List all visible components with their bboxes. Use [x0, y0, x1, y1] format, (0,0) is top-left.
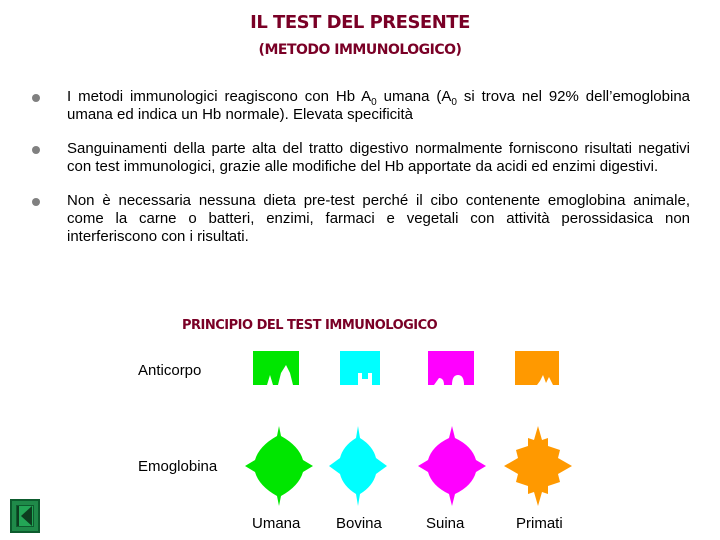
species-label-umana: Umana: [252, 515, 301, 532]
hemoglobin-umana-icon: [245, 426, 313, 506]
bullet-text: Non è necessaria nessuna dieta pre-test perché il cibo contenente emoglobina animale, come la carne o batteri, enzimi, farmaci e vegetali con attività perossidasica non interferiscono con i risultati.: [67, 192, 690, 245]
back-button[interactable]: [10, 499, 40, 533]
bullet-text: I metodi immunologici reagiscono con Hb $A_0$ umana ($A_0$ si trova nel 92% dell’emoglobina umana ed indica un Hb normale). Elevata specificità: [67, 88, 691, 123]
antibody-shape: [253, 351, 299, 385]
bullet-dot-icon: [32, 198, 40, 206]
hemoglobin-shape: [329, 426, 387, 506]
page-subtitle: (METODO IMMUNOLOGICO): [258, 42, 462, 58]
species-label-bovina: Bovina: [336, 515, 382, 532]
bullet-item: [30, 140, 690, 176]
hemoglobin-shape: [245, 426, 313, 506]
bullet-dot-icon: [32, 146, 40, 154]
bullet-dot-icon: [32, 94, 40, 102]
diagram-title: PRINCIPIO DEL TEST IMMUNOLOGICO: [182, 318, 438, 333]
species-label-primati: Primati: [516, 515, 563, 532]
hemoglobin-suina-icon: [418, 426, 486, 506]
hemoglobin-label: Emoglobina: [138, 458, 218, 475]
antibody-label: Anticorpo: [138, 362, 202, 379]
bullet-list: [30, 88, 690, 262]
bullet-item: [30, 88, 690, 124]
bullet-item: [30, 192, 690, 246]
hemoglobin-primati-icon: [504, 426, 572, 506]
antibody-shape: [428, 351, 474, 385]
species-label-suina: Suina: [426, 515, 465, 532]
bullet-text: Sanguinamenti della parte alta del tratto digestivo normalmente forniscono risultati negativi con test immunologici, grazie alle modifiche del Hb apportate da acidi ed enzimi digestivi.: [67, 140, 690, 175]
antibody-suina-icon: [428, 351, 474, 385]
antibody-shape: [515, 351, 559, 385]
hemoglobin-shape: [418, 426, 486, 506]
hemoglobin-shape: [504, 426, 572, 506]
antibody-umana-icon: [253, 351, 299, 385]
hemoglobin-bovina-icon: [329, 426, 387, 506]
back-navigation-icon: [17, 506, 33, 526]
antibody-shape: [340, 351, 380, 385]
antibody-bovina-icon: [340, 351, 380, 385]
page-title: IL TEST DEL PRESENTE: [250, 12, 470, 33]
antibody-primati-icon: [515, 351, 559, 385]
